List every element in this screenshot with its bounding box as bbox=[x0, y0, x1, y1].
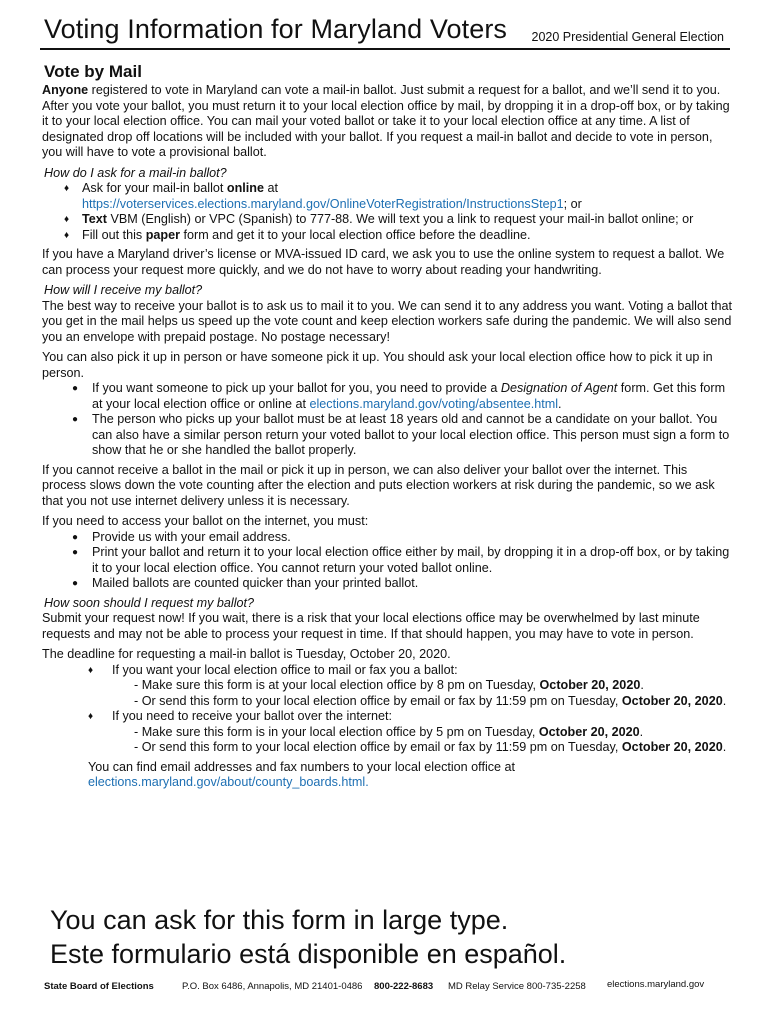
header-rule bbox=[40, 48, 730, 50]
list-item: ♦ Ask for your mail-in ballot online at https://voterservices.elections.maryland.gov/OnlineVoterRegistration/InstructionsStep1; or bbox=[64, 181, 582, 211]
election-name: 2020 Presidential General Election bbox=[531, 30, 724, 44]
question-receive: How will I receive my ballot? bbox=[44, 283, 203, 297]
list-item: ♦ Fill out this paper form and get it to your local election office before the deadline. bbox=[64, 227, 531, 242]
main-content bbox=[42, 62, 732, 791]
internet-paragraph: If you cannot receive a ballot in the mail or pick it up in person, we can also deliver your ballot over the internet. This process slows down the vote counting after the election and puts election workers at risk during the pandemic, so we ask that you not use internet delivery unless it is necessary. bbox=[42, 462, 715, 508]
list-item: ● Mailed ballots are counted quicker than your printed ballot. bbox=[72, 576, 419, 590]
absentee-link[interactable]: elections.maryland.gov/voting/absentee.html bbox=[309, 396, 559, 411]
list-item: ♦ If you need to receive your ballot over the internet: - Make sure this form is in your local election office by 5 pm on Tuesday, October 20, 2020. - Or send this form to your local election office by email or fax by 11:59 pm on Tuesday, October 20, 2020. bbox=[88, 709, 727, 754]
access-list bbox=[42, 530, 732, 592]
deadline-paragraph: The deadline for requesting a mail-in ballot is Tuesday, October 20, 2020. bbox=[42, 647, 451, 661]
page-title: Voting Information for Maryland Voters bbox=[44, 14, 508, 44]
list-item: ● The person who picks up your ballot must be at least 18 years old and cannot be a candidate on your ballot. You can also have a similar person return your voted ballot to your local election office. This person must sign a form to show that he or she handled the ballot properly. bbox=[72, 412, 730, 457]
intro-paragraph: Anyone registered to vote in Maryland can vote a mail-in ballot. Just submit a request for a ballot, and we’ll send it to you. After you vote your ballot, you must return it to your local election office by mail, by dropping it in a drop-off box, or by taking it to your local election office. You can mail your voted ballot or take it to your local election office at any time. A list of designated drop off locations will be included with your ballot. If you request a mail-in ballot and decide to vote in person, you will have to vote a provisional ballot. bbox=[42, 83, 730, 159]
section-heading: Vote by Mail bbox=[44, 62, 142, 81]
online-request-link[interactable]: https://voterservices.elections.maryland.gov/OnlineVoterRegistration/InstructionsStep1 bbox=[82, 196, 564, 211]
list-item: ● If you want someone to pick up your ballot for you, you need to provide a Designation of Agent form. Get this form at your local election office or online at elections.maryland.gov/voting/absentee.html. bbox=[72, 381, 726, 411]
agent-list bbox=[42, 381, 732, 459]
list-item: ● Print your ballot and return it to your local election office either by mail, by dropping it in a drop-off box, or by taking it to your local election office. You cannot return your voted ballot online. bbox=[72, 545, 730, 575]
email-info: You can find email addresses and fax numbers to your local election office at elections.maryland.gov/about/county_boards.html. bbox=[88, 759, 516, 789]
list-item: ♦ Text VBM (English) or VPC (Spanish) to 777-88. We will text you a link to request your mail-in ballot online; or bbox=[64, 212, 694, 226]
footer-address: P.O. Box 6486, Annapolis, MD 21401-0486 bbox=[182, 981, 363, 992]
footer-relay: MD Relay Service 800-735-2258 bbox=[448, 981, 586, 992]
pickup-paragraph: You can also pick it up in person or have someone pick it up. You should ask your local election office how to pick it up in person. bbox=[42, 350, 713, 380]
request-methods-list bbox=[42, 181, 732, 243]
access-paragraph: If you need to access your ballot on the internet, you must: bbox=[42, 514, 369, 528]
county-boards-link[interactable]: elections.maryland.gov/about/county_boards.html. bbox=[88, 775, 369, 789]
list-item: ♦ If you want your local election office to mail or fax you a ballot: - Make sure this form is at your local election office by 8 pm on Tuesday, October 20, 2020. - Or send this form to your local election office by email or fax by 11:59 pm on Tuesday, October 20, 2020. bbox=[88, 662, 727, 708]
list-item: ● Provide us with your email address. bbox=[72, 529, 291, 544]
license-paragraph: If you have a Maryland driver’s license or MVA-issued ID card, we ask you to use the online system to request a ballot. We can process your request more quickly, and we do not have to worry about reading your handwriting. bbox=[42, 247, 725, 277]
footer-phone: 800-222-8683 bbox=[374, 981, 434, 992]
question-when: How soon should I request my ballot? bbox=[44, 595, 255, 610]
soon-paragraph: Submit your request now! If you wait, there is a risk that your local elections office may be overwhelmed by last minute requests and may not be able to process your request in time. If that should happen, you may have to vote in person. bbox=[42, 611, 700, 641]
receive-paragraph: The best way to receive your ballot is to ask us to mail it to you. We can send it to any address you want. Voting a ballot that you get in the mail helps us speed up the vote count and keep election workers safe during the pandemic. We will also send you an envelope with prepaid postage. No postage necessary! bbox=[42, 298, 732, 344]
question-request: How do I ask for a mail-in ballot? bbox=[44, 165, 227, 180]
deadline-list bbox=[42, 663, 732, 756]
large-type-notice: You can ask for this form in large type. Este formulario está disponible en español. bbox=[50, 905, 567, 969]
footer-website[interactable]: elections.maryland.gov bbox=[607, 979, 705, 990]
footer-org: State Board of Elections bbox=[44, 981, 154, 992]
